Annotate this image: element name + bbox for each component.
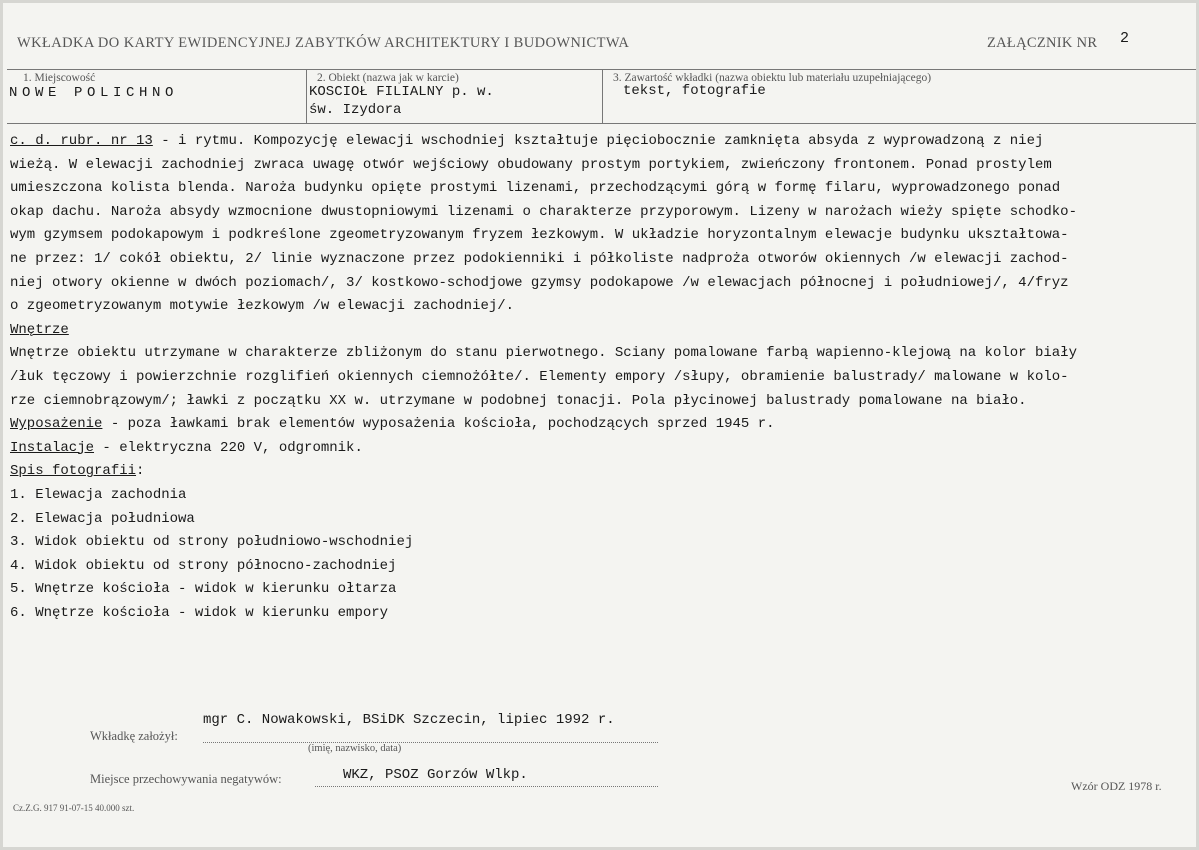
paragraph-line: c. d. rubr. nr 13 - i rytmu. Kompozycję elewacji wschodniej kształtuje pięciobocznie zamknięta absyda z wyprowadzoną z niej bbox=[10, 133, 1044, 149]
attachment-label: ZAŁĄCZNIK NR bbox=[987, 35, 1098, 51]
attachment-number: 2 bbox=[1120, 30, 1130, 47]
paragraph-line: okap dachu. Naroża absydy wzmocnione dwustopniowymi lizenami o charakterze przyporowym. Lizeny w narożach wieży spięte schodko- bbox=[10, 203, 1077, 220]
paragraph-line: rze ciemnobrązowym/; ławki z początku XX w. utrzymane w podobnej tonacji. Pola płycinowej balustrady pomalowane na biało. bbox=[10, 392, 1027, 409]
paragraph-line: Wnętrze obiektu utrzymane w charakterze zbliżonym do stanu pierwotnego. Sciany pomalowane farbą wapienno-klejową na kolor biały bbox=[10, 345, 1077, 362]
paragraph-line: ne przez: 1/ cokół obiektu, 2/ linie wyznaczone przez podokienniki i półkoliste nadproża otworów okiennych /w elewacji zachod- bbox=[10, 250, 1069, 267]
photo-list-item: 1. Elewacja zachodnia bbox=[10, 486, 187, 503]
form-model: Wzór ODZ 1978 r. bbox=[1071, 779, 1162, 793]
locality-value: NOWE POLICHNO bbox=[9, 85, 179, 101]
object-label: 2. Obiekt (nazwa jak w karcie) bbox=[317, 72, 459, 84]
section-heading-installation: Instalacje bbox=[10, 439, 95, 456]
description-body bbox=[10, 130, 1195, 625]
paragraph-line: o zgeometryzowanym motywie łezkowym /w elewacji zachodniej/. bbox=[10, 298, 515, 315]
section-heading-photos: Spis fotografii bbox=[10, 463, 137, 480]
negatives-value: WKZ, PSOZ Gorzów Wlkp. bbox=[343, 767, 528, 783]
contents-value: tekst, fotografie bbox=[623, 83, 766, 99]
negatives-label: Miejsce przechowywania negatywów: bbox=[90, 772, 282, 786]
section-heading-interior: Wnętrze bbox=[10, 321, 69, 338]
locality-label: 1. Miejscowość bbox=[23, 72, 96, 84]
column-divider-1 bbox=[306, 69, 307, 123]
contents-label: 3. Zawartość wkładki (nazwa obiektu lub materiału uzupełniającego) bbox=[613, 72, 932, 84]
photo-list-item: 5. Wnętrze kościoła - widok w kierunku ołtarza bbox=[10, 581, 397, 598]
photo-list-item: 2. Elewacja południowa bbox=[10, 510, 195, 527]
negatives-dotted-line bbox=[315, 786, 658, 787]
rubric-reference: c. d. rubr. nr 13 bbox=[10, 133, 153, 149]
paragraph-line: wym gzymsem podokapowym i podkreślone zgeometryzowanym fryzem łezkowym. W układzie horyzontalnym elewacje budynku ukształtowa- bbox=[10, 227, 1069, 244]
photo-list-item: 4. Widok obiektu od strony północno-zachodniej bbox=[10, 557, 397, 574]
created-by-value: mgr C. Nowakowski, BSiDK Szczecin, lipiec 1992 r. bbox=[203, 712, 615, 728]
table-bottom-rule bbox=[7, 123, 1196, 124]
paragraph-line: niej otwory okienne w dwóch poziomach/, 3/ kostkowo-schodjowe gzymsy podokapowe /w elewacjach północnej i południowej/, 4/fryz bbox=[10, 274, 1069, 291]
object-value-line2: św. Izydora bbox=[309, 102, 402, 118]
paragraph-line: /łuk tęczowy i powierzchnie rozglifień okiennych ciemnożółte/. Elementy empory /słupy, obramienie balustrady/ malowane w kolo- bbox=[10, 368, 1069, 385]
paragraph-line: umieszczona kolista blenda. Naroża budynku opięte prostymi lizenami, przechodzącymi górą w formę filaru, wyprowadzonego ponad bbox=[10, 180, 1061, 197]
form-title: WKŁADKA DO KARTY EWIDENCYJNEJ ZABYTKÓW ARCHITEKTURY I BUDOWNICTWA bbox=[17, 35, 630, 51]
equipment-line: Wyposażenie - poza ławkami brak elementów wyposażenia kościoła, pochodzących sprzed 1945 r. bbox=[10, 416, 775, 433]
column-divider-2 bbox=[602, 69, 603, 123]
photo-list-item: 3. Widok obiektu od strony południowo-wschodniej bbox=[10, 534, 414, 551]
photos-heading-line: Spis fotografii: bbox=[10, 463, 145, 480]
object-value-line1: KOSCIOŁ FILIALNY p. w. bbox=[309, 84, 494, 100]
installation-line: Instalacje - elektryczna 220 V, odgromnik. bbox=[10, 439, 363, 456]
print-code: Cz.Z.G. 917 91-07-15 40.000 szt. bbox=[13, 803, 135, 813]
paragraph-line: wieżą. W elewacji zachodniej zwraca uwagę otwór wejściowy obudowany prostym portykiem, zwieńczony frontonem. Ponad prostylem bbox=[10, 156, 1052, 173]
photo-list-item: 6. Wnętrze kościoła - widok w kierunku empory bbox=[10, 604, 389, 621]
created-by-dotted-line bbox=[203, 742, 658, 743]
created-by-hint: (imię, nazwisko, data) bbox=[308, 743, 402, 754]
section-heading-equipment: Wyposażenie bbox=[10, 416, 103, 433]
created-by-label: Wkładkę założył: bbox=[90, 729, 178, 743]
